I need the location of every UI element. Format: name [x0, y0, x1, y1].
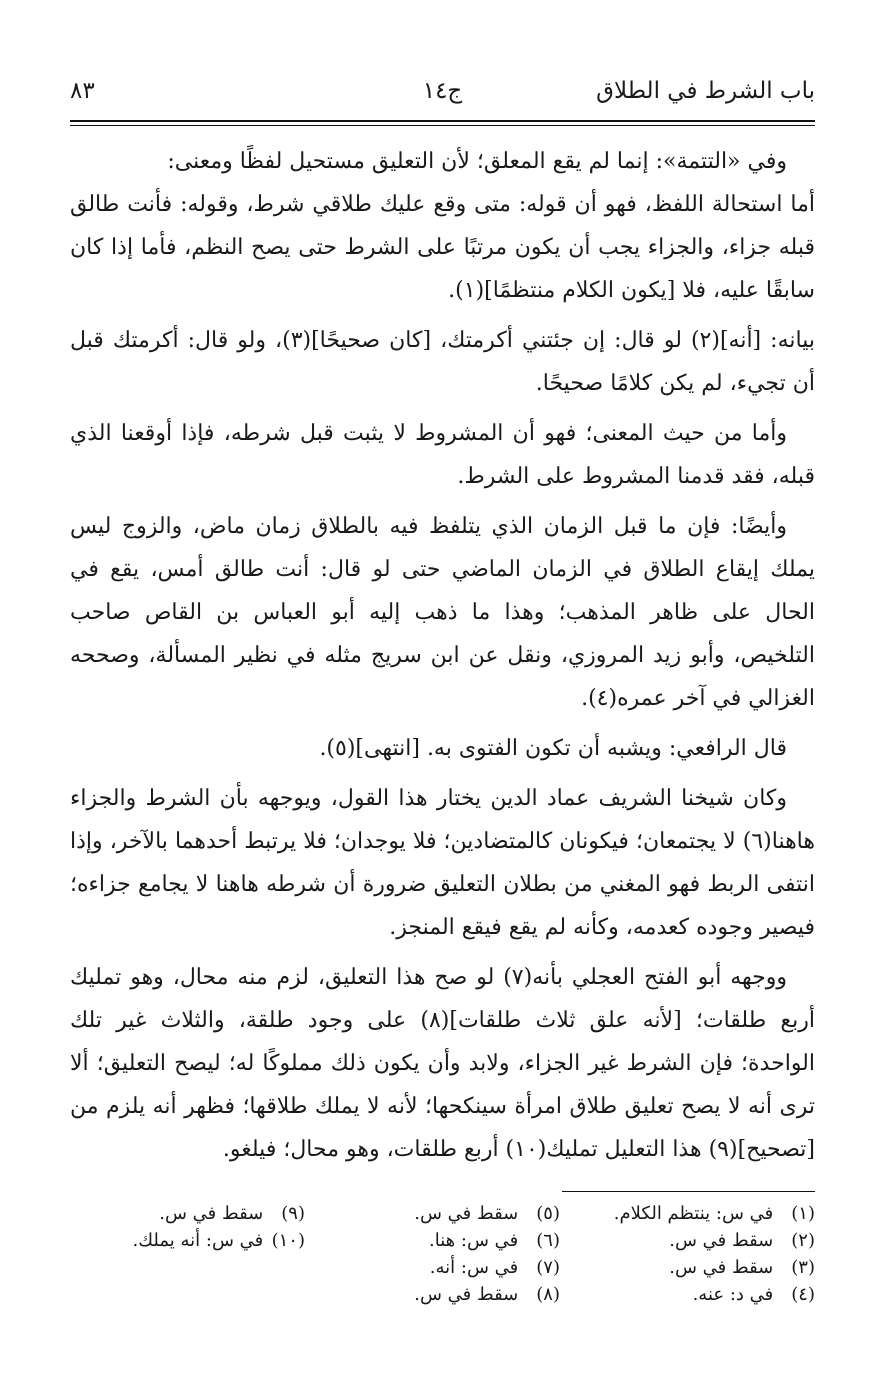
footnote-text: سقط في س.	[159, 1203, 264, 1224]
footnote-item	[575, 1254, 815, 1281]
paragraph: وأيضًا: فإن ما قبل الزمان الذي يتلفظ فيه بالطلاق زمان ماض، والزوج ليس يملك إيقاع الطلاق في الزمان الماضي حتى لو قال: أنت طالق أمس، يقع في الحال على ظاهر المذهب؛ وهذا ما ذهب إليه أبو العباس بن القاص صاحب التلخيص، وأبو زيد المروزي، ونقل عن ابن سريج مثله في نظير المسألة، وصححه الغزالي في آخر عمره(٤).	[70, 514, 815, 711]
paragraph: وأما من حيث المعنى؛ فهو أن المشروط لا يثبت قبل شرطه، فإذا أوقعنا الذي قبله، فقد قدمنا المشروط على الشرط.	[70, 421, 815, 489]
footnote-item	[575, 1227, 815, 1254]
footnote-number: (٦)	[536, 1230, 560, 1251]
footnote-number: (١)	[791, 1203, 815, 1224]
footnote-text: في س: ينتظم الكلام.	[613, 1203, 774, 1224]
paragraph: وكان شيخنا الشريف عماد الدين يختار هذا القول، ويوجهه بأن الشرط والجزاء هاهنا(٦) لا يجتمعان؛ فيكونان كالمتضادين؛ فلا يوجدان؛ فلا يرتبط أحدهما بالآخر، وإذا انتفى الربط فهو المغني من بطلان التعليق ضرورة أن شرطه هاهنا لا يجامع جزاءه؛ فيصير وجوده كعدمه، وكأنه لم يقع فيقع المنجز.	[70, 786, 815, 940]
footnote-text: سقط في س.	[414, 1284, 519, 1305]
footnote-number: (٥)	[536, 1203, 560, 1224]
footnote-column	[320, 1200, 560, 1308]
footnote-number: (١٠)	[271, 1230, 305, 1251]
footnote-text: في س: أنه يملك.	[132, 1230, 264, 1251]
footnote-item	[65, 1200, 305, 1227]
paragraph: ووجهه أبو الفتح العجلي بأنه(٧) لو صح هذا التعليق، لزم منه محال، وهو تمليك أربع طلقات؛ [لأنه علق ثلاث طلقات](٨) على وجود طلقة، والثلاث غير تلك الواحدة؛ فإن الشرط غير الجزاء، ولابد وأن يكون ذلك مملوكًا له؛ ليصح التعليق؛ ألا ترى أنه لا يصح تعليق طلاق امرأة سينكحها؛ لأنه لا يملك طلاقها؛ فظهر أنه يلزم من [تصحيح](٩) هذا التعليل تمليك(١٠) أربع طلقات، وهو محال؛ فيلغو.	[70, 965, 815, 1162]
footnote-column	[65, 1200, 305, 1254]
volume-label: ج١٤	[422, 78, 463, 104]
header-rule	[70, 120, 815, 122]
footnote-item	[320, 1200, 560, 1227]
footnote-text: في د: عنه.	[692, 1284, 774, 1305]
footnote-item	[320, 1227, 560, 1254]
footnote-number: (٣)	[791, 1257, 815, 1278]
footnote-separator	[562, 1191, 815, 1192]
main-text	[70, 140, 815, 1171]
paragraph: بيانه: [أنه](٢) لو قال: إن جئتني أكرمتك، [كان صحيحًا](٣)، ولو قال: أكرمتك قبل أن تجيء، لم يكن كلامًا صحيحًا.	[70, 328, 815, 396]
footnote-text: سقط في س.	[414, 1203, 519, 1224]
paragraph: وفي «التتمة»: إنما لم يقع المعلق؛ لأن التعليق مستحيل لفظًا ومعنى:	[167, 149, 787, 174]
footnote-number: (٤)	[791, 1284, 815, 1305]
footnote-column	[575, 1200, 815, 1308]
footnote-number: (٢)	[791, 1230, 815, 1251]
running-header	[70, 78, 815, 118]
footnote-number: (٧)	[536, 1257, 560, 1278]
footnote-item	[65, 1227, 305, 1254]
footnote-text: سقط في س.	[669, 1230, 774, 1251]
paragraph: أما استحالة اللفظ، فهو أن قوله: متى وقع عليك طلاقي شرط، وقوله: فأنت طالق قبله جزاء، والجزاء يجب أن يكون مرتبًا على الشرط حتى يصح النظم، فأما إذا كان سابقًا عليه، فلا [يكون الكلام منتظمًا](١).	[70, 192, 815, 303]
footnote-item	[575, 1200, 815, 1227]
footnotes	[70, 1200, 815, 1310]
footnote-number: (٨)	[536, 1284, 560, 1305]
footnote-item	[320, 1281, 560, 1308]
footnote-text: في س: هنا.	[429, 1230, 519, 1251]
chapter-title: باب الشرط في الطلاق	[596, 78, 815, 104]
footnote-item	[575, 1281, 815, 1308]
footnote-item	[320, 1254, 560, 1281]
header-rule-thin	[70, 125, 815, 126]
footnote-text: في س: أنه.	[429, 1257, 519, 1278]
paragraph: قال الرافعي: ويشبه أن تكون الفتوى به. [انتهى](٥).	[319, 736, 787, 761]
footnote-text: سقط في س.	[669, 1257, 774, 1278]
footnote-number: (٩)	[281, 1203, 305, 1224]
page-number: ٨٣	[70, 78, 95, 104]
